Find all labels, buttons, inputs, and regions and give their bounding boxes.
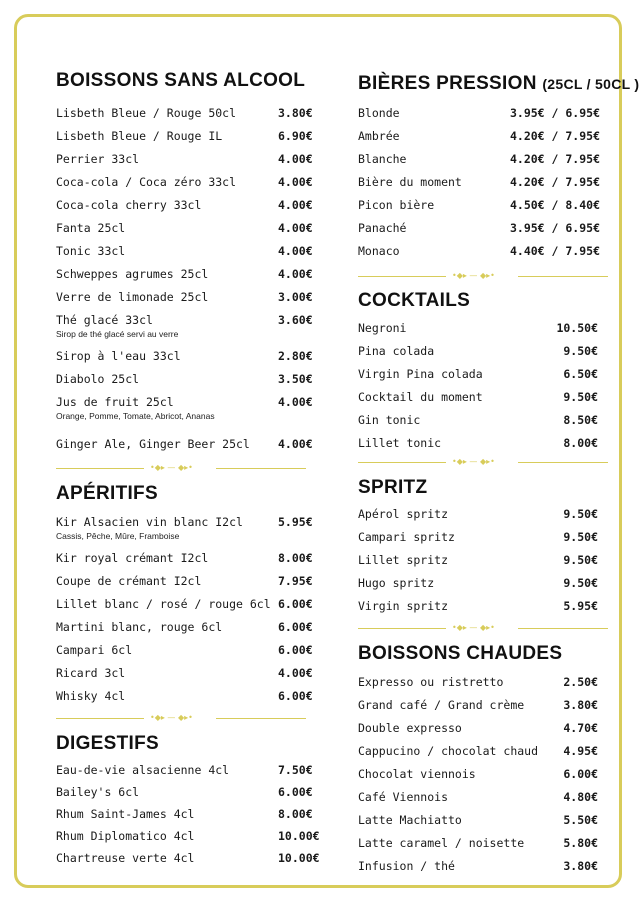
- item-name: Negroni: [358, 321, 407, 335]
- item-name: Latte Machiatto: [358, 813, 462, 827]
- section-title: SPRITZ: [358, 477, 428, 498]
- item-note: Orange, Pomme, Tomate, Abricot, Ananas: [56, 411, 215, 421]
- item-note: Sirop de thé glacé servi au verre: [56, 329, 179, 339]
- item-name: Tonic 33cl: [56, 244, 126, 258]
- item-price: 5.50€: [563, 813, 598, 827]
- item-price: 10.00€: [278, 851, 320, 865]
- section-title: COCKTAILS: [358, 290, 471, 311]
- item-name: Ambrée: [358, 129, 400, 143]
- item-name: Sirop à l'eau 33cl: [56, 349, 181, 363]
- item-price: 4.50€ / 8.40€: [509, 198, 600, 212]
- divider-ornament: •◆▸ — ◆▸•: [452, 623, 495, 632]
- item-price: 4.95€: [563, 744, 598, 758]
- item-price: 10.50€: [556, 321, 598, 335]
- item-price: 2.80€: [278, 349, 313, 363]
- item-name: Ginger Ale, Ginger Beer 25cl: [56, 437, 250, 451]
- divider-line: [518, 462, 608, 463]
- section-divider: [56, 463, 306, 473]
- item-price: 4.20€ / 7.95€: [509, 129, 600, 143]
- item-name: Latte caramel / noisette: [358, 836, 525, 850]
- item-price: 3.95€ / 6.95€: [509, 106, 600, 120]
- section-subtitle: (25CL / 50CL ): [542, 76, 640, 92]
- item-price: 5.80€: [563, 836, 598, 850]
- item-name: Lillet tonic: [358, 436, 442, 450]
- item-price: 9.50€: [563, 576, 598, 590]
- item-name: Chartreuse verte 4cl: [56, 851, 195, 865]
- section-spritz: [358, 477, 608, 613]
- item-price: 6.00€: [278, 643, 313, 657]
- section-aperitifs: [56, 483, 326, 703]
- item-price: 6.50€: [563, 367, 598, 381]
- item-price: 6.00€: [278, 620, 313, 634]
- section-title: BOISSONS CHAUDES: [358, 643, 563, 664]
- item-price: 4.00€: [278, 666, 313, 680]
- divider-line: [216, 468, 306, 469]
- item-price: 6.00€: [278, 597, 313, 611]
- section-divider: [358, 623, 608, 633]
- divider-line: [358, 462, 446, 463]
- item-price: 7.50€: [278, 763, 313, 777]
- divider-line: [56, 718, 144, 719]
- section-sans-alcool: [56, 70, 326, 451]
- item-name: Campari 6cl: [56, 643, 133, 657]
- divider-line: [216, 718, 306, 719]
- item-price: 4.00€: [278, 198, 313, 212]
- item-name: Campari spritz: [358, 530, 455, 544]
- item-price: 3.80€: [278, 106, 313, 120]
- divider-line: [56, 468, 144, 469]
- item-name: Cappucino / chocolat chaud: [358, 744, 539, 758]
- item-name: Lisbeth Bleue / Rouge 50cl: [56, 106, 237, 120]
- item-price: 7.95€: [278, 574, 313, 588]
- item-price: 3.80€: [563, 859, 598, 873]
- item-name: Perrier 33cl: [56, 152, 140, 166]
- item-price: 3.60€: [278, 313, 313, 327]
- item-name: Kir Alsacien vin blanc I2cl: [56, 515, 243, 529]
- item-price: 2.50€: [563, 675, 598, 689]
- item-price: 9.50€: [563, 390, 598, 404]
- item-name: Ricard 3cl: [56, 666, 126, 680]
- item-name: Expresso ou ristretto: [358, 675, 504, 689]
- item-name: Blonde: [358, 106, 400, 120]
- item-name: Lillet blanc / rosé / rouge 6cl: [56, 597, 271, 611]
- section-boissons-chaudes: [358, 643, 608, 873]
- divider-ornament: •◆▸ — ◆▸•: [452, 457, 495, 466]
- section-divider: [56, 713, 306, 723]
- item-price: 4.40€ / 7.95€: [509, 244, 600, 258]
- item-price: 3.95€ / 6.95€: [509, 221, 600, 235]
- item-name: Cocktail du moment: [358, 390, 483, 404]
- item-name: Coca-cola / Coca zéro 33cl: [56, 175, 237, 189]
- item-name: Coca-cola cherry 33cl: [56, 198, 202, 212]
- item-name: Double expresso: [358, 721, 462, 735]
- item-price: 9.50€: [563, 344, 598, 358]
- item-price: 4.00€: [278, 267, 313, 281]
- item-price: 4.00€: [278, 244, 313, 258]
- item-name: Whisky 4cl: [56, 689, 126, 703]
- item-price: 4.00€: [278, 221, 313, 235]
- item-price: 6.00€: [278, 785, 313, 799]
- item-price: 4.00€: [278, 152, 313, 166]
- item-name: Infusion / thé: [358, 859, 455, 873]
- item-name: Bailey's 6cl: [56, 785, 140, 799]
- item-name: Verre de limonade 25cl: [56, 290, 209, 304]
- item-price: 8.50€: [563, 413, 598, 427]
- item-name: Fanta 25cl: [56, 221, 126, 235]
- divider-ornament: •◆▸ — ◆▸•: [150, 713, 193, 722]
- item-name: Hugo spritz: [358, 576, 435, 590]
- divider-line: [358, 628, 446, 629]
- item-name: Panaché: [358, 221, 407, 235]
- item-price: 6.00€: [278, 689, 313, 703]
- section-title: APÉRITIFS: [56, 483, 158, 504]
- item-price: 4.00€: [278, 395, 313, 409]
- section-title: DIGESTIFS: [56, 733, 159, 754]
- item-price: 4.80€: [563, 790, 598, 804]
- item-name: Monaco: [358, 244, 400, 258]
- item-name: Café Viennois: [358, 790, 449, 804]
- item-price: 4.00€: [278, 437, 313, 451]
- item-price: 9.50€: [563, 507, 598, 521]
- item-name: Chocolat viennois: [358, 767, 476, 781]
- item-name: Diabolo 25cl: [56, 372, 140, 386]
- section-digestifs: [56, 733, 326, 865]
- item-name: Kir royal crémant I2cl: [56, 551, 209, 565]
- item-name: Apérol spritz: [358, 507, 449, 521]
- section-title: BOISSONS SANS ALCOOL: [56, 70, 306, 91]
- item-price: 4.20€ / 7.95€: [509, 175, 600, 189]
- item-price: 10.00€: [278, 829, 320, 843]
- item-name: Martini blanc, rouge 6cl: [56, 620, 223, 634]
- item-name: Jus de fruit 25cl: [56, 395, 174, 409]
- divider-ornament: •◆▸ — ◆▸•: [452, 271, 495, 280]
- item-name: Schweppes agrumes 25cl: [56, 267, 209, 281]
- divider-line: [518, 628, 608, 629]
- item-name: Eau-de-vie alsacienne 4cl: [56, 763, 230, 777]
- item-name: Picon bière: [358, 198, 435, 212]
- item-price: 3.50€: [278, 372, 313, 386]
- item-name: Lisbeth Bleue / Rouge IL: [56, 129, 223, 143]
- section-title: [358, 73, 640, 95]
- item-name: Thé glacé 33cl: [56, 313, 153, 327]
- item-price: 4.00€: [278, 175, 313, 189]
- item-price: 5.95€: [563, 599, 598, 613]
- section-divider: [358, 457, 608, 467]
- item-price: 9.50€: [563, 530, 598, 544]
- item-name: Gin tonic: [358, 413, 421, 427]
- item-price: 9.50€: [563, 553, 598, 567]
- item-price: 3.80€: [563, 698, 598, 712]
- item-name: Bière du moment: [358, 175, 462, 189]
- section-bieres: [358, 73, 640, 258]
- item-price: 5.95€: [278, 515, 313, 529]
- item-price: 6.00€: [563, 767, 598, 781]
- item-price: 6.90€: [278, 129, 313, 143]
- section-title-text: BIÈRES PRESSION: [358, 73, 537, 94]
- item-price: 4.70€: [563, 721, 598, 735]
- item-price: 3.00€: [278, 290, 313, 304]
- item-name: Rhum Diplomatico 4cl: [56, 829, 195, 843]
- item-price: 8.00€: [278, 807, 313, 821]
- item-price: 8.00€: [563, 436, 598, 450]
- item-price: 8.00€: [278, 551, 313, 565]
- item-name: Blanche: [358, 152, 407, 166]
- item-note: Cassis, Pêche, Mûre, Framboise: [56, 531, 180, 541]
- item-name: Virgin Pina colada: [358, 367, 483, 381]
- item-price: 4.20€ / 7.95€: [509, 152, 600, 166]
- item-name: Lillet spritz: [358, 553, 449, 567]
- divider-line: [518, 276, 608, 277]
- item-name: Rhum Saint-James 4cl: [56, 807, 195, 821]
- item-name: Coupe de crémant I2cl: [56, 574, 202, 588]
- item-name: Pina colada: [358, 344, 435, 358]
- divider-ornament: •◆▸ — ◆▸•: [150, 463, 193, 472]
- divider-line: [358, 276, 446, 277]
- section-divider: [358, 271, 608, 281]
- item-name: Virgin spritz: [358, 599, 449, 613]
- section-cocktails: [358, 290, 608, 450]
- item-name: Grand café / Grand crème: [358, 698, 525, 712]
